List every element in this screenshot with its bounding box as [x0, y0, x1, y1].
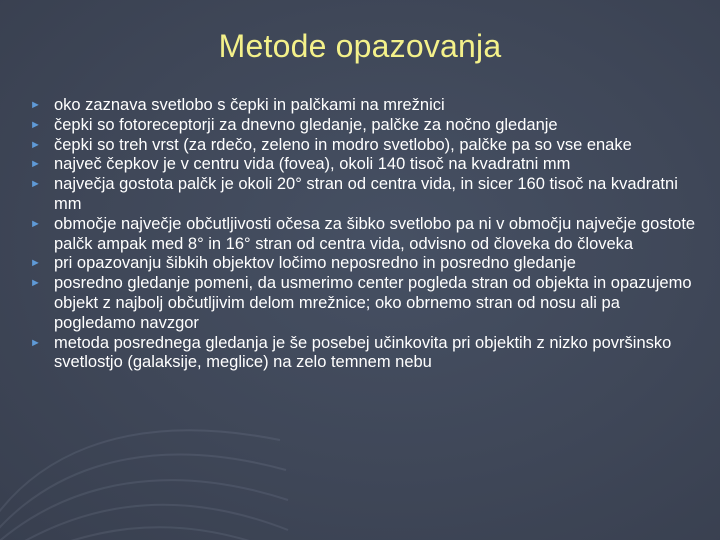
- triangle-right-icon: ►: [30, 217, 41, 230]
- bullet-text: največja gostota palčk je okoli 20° stran od centra vida, in sicer 160 tisoč na kvadratni mm: [54, 175, 678, 213]
- bullet-text: čepki so fotoreceptorji za dnevno gledanje, palčke za nočno gledanje: [54, 115, 558, 134]
- triangle-right-icon: ►: [30, 138, 41, 151]
- bullet-item: [30, 274, 700, 333]
- bullet-text: največ čepkov je v centru vida (fovea), okoli 140 tisoč na kvadratni mm: [54, 155, 571, 174]
- bullet-item: [30, 96, 700, 116]
- triangle-right-icon: ►: [30, 99, 41, 111]
- bullet-item: [30, 254, 700, 274]
- triangle-right-icon: ►: [30, 118, 41, 131]
- bullet-text: pri opazovanju šibkih objektov ločimo neposredno in posredno gledanje: [54, 254, 576, 273]
- bullet-text: oko zaznava svetlobo s čepki in palčkami na mrežnici: [54, 96, 445, 114]
- bullet-text: posredno gledanje pomeni, da usmerimo center pogleda stran od objekta in opazujemo objekt z najbolj občutljivim delom mrežnice; oko obrnemo stran od nosu ali pa pogledamo navzgor: [54, 274, 692, 332]
- bullet-text: čepki so treh vrst (za rdečo, zeleno in modro svetlobo), palčke pa so vse enake: [54, 135, 632, 154]
- bullet-item: [30, 215, 700, 255]
- bullet-item: [30, 116, 700, 136]
- bullet-item: [30, 136, 700, 156]
- triangle-right-icon: ►: [30, 178, 41, 191]
- bullet-item: [30, 334, 700, 374]
- bullet-text: območje največje občutljivosti očesa za šibko svetlobo pa ni v območju največje gostote palčk ampak med 8° in 16° stran od centra vida, odvisno od človeka do človeka: [54, 214, 696, 253]
- triangle-right-icon: ►: [30, 257, 41, 270]
- bullet-list: [30, 96, 700, 373]
- triangle-right-icon: ►: [30, 158, 41, 171]
- bullet-item: [30, 155, 700, 175]
- bullet-text: metoda posrednega gledanja je še posebej učinkovita pri objektih z nizko površinsko svetlostjo (galaksije, meglice) na zelo temnem nebu: [54, 333, 672, 372]
- slide-title: Metode opazovanja: [218, 28, 502, 64]
- bullet-item: [30, 175, 700, 215]
- triangle-right-icon: ►: [30, 336, 41, 349]
- triangle-right-icon: ►: [30, 277, 41, 290]
